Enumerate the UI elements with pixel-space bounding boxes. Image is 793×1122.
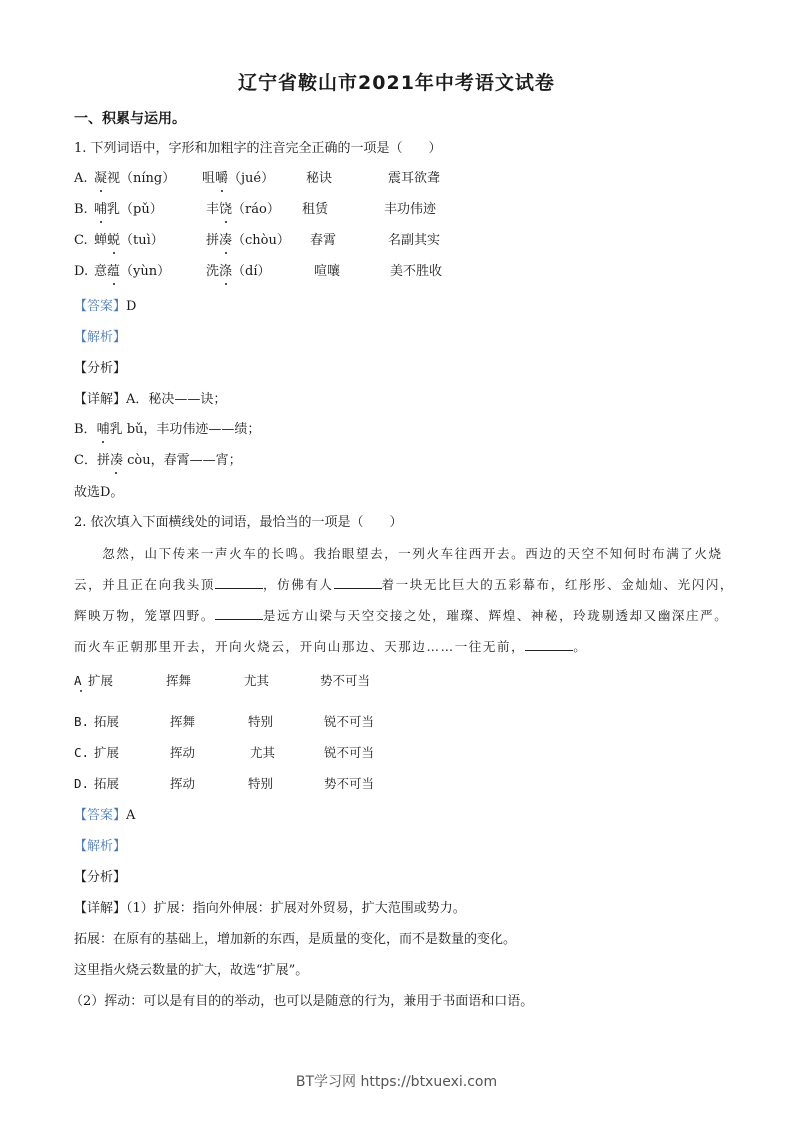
fill-blank [334,576,382,589]
q1-detail-a: 【详解】A．秘决——诀； [74,392,227,407]
passage-line: 云，并且正在向我头顶 ，仿佛有人 着一块无比巨大的五彩幕布，红彤彤、金灿灿、光闪闪， [74,577,735,592]
q1-detail-b: B．哺乳 bǔ，丰功伟迹——绩； [74,422,261,437]
answer-label: 【答案】 [74,808,127,823]
q2-passage [74,538,735,662]
section-heading: 一、积累与运用。 [74,111,186,127]
answer-value: A [126,808,136,823]
q2-fenxi-label: 【分析】 [74,870,127,885]
question-2-stem: 2. 依次填入下面横线处的词语，最恰当的一项是（ ） [74,515,403,530]
q2-answer [74,807,135,825]
q1-fenxi-label: 【分析】 [74,361,127,376]
q1-analysis-label: 【解析】 [74,330,127,345]
page-title: 辽宁省鞍山市2021年中考语文试卷 [238,72,555,94]
passage-line: 而火车正朝那里开去，开向火烧云，开向山那边、天那边……一往无前， 。 [74,639,588,654]
q2-detail-2: 拓展：在原有的基础上，增加新的东西，是质量的变化，而不是数量的变化。 [74,932,517,947]
fill-blank [215,576,263,589]
fill-blank [215,607,263,620]
q1-detail-c: C．拼凑 còu，春霄——宵； [74,453,242,468]
fill-blank [525,638,573,651]
q1-answer [74,298,136,316]
stray-dot [80,690,82,692]
passage-line: 忽然，山下传来一声火车的长鸣。我抬眼望去，一列火车往西开去。西边的天空不知何时布满了火烧 [74,546,723,561]
q2-detail-3: 这里指火烧云数量的扩大，故选“扩展”。 [74,963,309,978]
exam-page: 辽宁省鞍山市2021年中考语文试卷 一、积累与运用。 1. 下列词语中，字形和加粗字的注音完全正确的一项是（ ） A. 凝视（níng） 咀嚼（jué） 秘诀 震耳欲聋 B. 哺乳（pǔ） 丰饶（ráo） 租赁 丰功伟迹 C. 蝉蜕（tuì） 拼凑（chòu） 春霄 名副其实 D. 意蕴（yùn） 洗涤（dí） 喧嚷 美不胜收 【答案】D 【解析】 【分析】 【详解】A．秘决——诀； B．哺乳 bǔ，丰功伟迹——绩； C．拼凑 còu，春霄——宵； 故选D。 2. 依次填入下面横线处的词语，最恰当的一项是（ ） 忽然，山下传来一声火车的长鸣。我抬眼望去，一列火车往西开去。西边的天空不知何时布满了火烧 云，并且正在向我头顶 ，仿佛有人 着一块无比巨大的五彩幕布，红彤彤、金灿灿、光闪闪， 辉映万物，笼罩四野。 是远方山梁与天空交接之处，璀璨、辉煌、神秘，玲珑剔透却又幽深庄严。 而火车正朝那里开去，开向火烧云，开向山那边、天那边……一往无前， 。 A 扩展 挥舞 尤其 势不可当 B. 拓展 挥舞 特别 锐不可当 C. 扩展 挥动 尤其 锐不可当 D. 拓展 挥动 特别 势不可当 【答案】A 【解析】 【分析】 【详解】（1）扩展：指向外伸展：扩展对外贸易，扩大范围或势力。 拓展：在原有的基础上，增加新的东西，是质量的变化，而不是数量的变化。 这里指火烧云数量的扩大，故选“扩展”。 （2）挥动：可以是有目的的举动，也可以是随意的行为，兼用于书面语和口语。 BT学习网 https://btxuexi.com [0,0,793,1122]
footer-watermark: BT学习网 https://btxuexi.com [295,1074,498,1090]
q2-analysis-label: 【解析】 [74,839,127,854]
answer-label: 【答案】 [74,299,127,314]
q1-conclusion: 故选D。 [74,485,124,500]
passage-line: 辉映万物，笼罩四野。 是远方山梁与天空交接之处，璀璨、辉煌、神秘，玲珑剔透却又幽深庄严。 [74,608,729,623]
q2-detail-1: 【详解】（1）扩展：指向外伸展：扩展对外贸易，扩大范围或势力。 [74,901,466,916]
question-1-stem: 1. 下列词语中，字形和加粗字的注音完全正确的一项是（ ） [74,141,442,156]
q2-detail-4: （2）挥动：可以是有目的的举动，也可以是随意的行为，兼用于书面语和口语。 [70,994,534,1009]
answer-value: D [126,299,137,314]
